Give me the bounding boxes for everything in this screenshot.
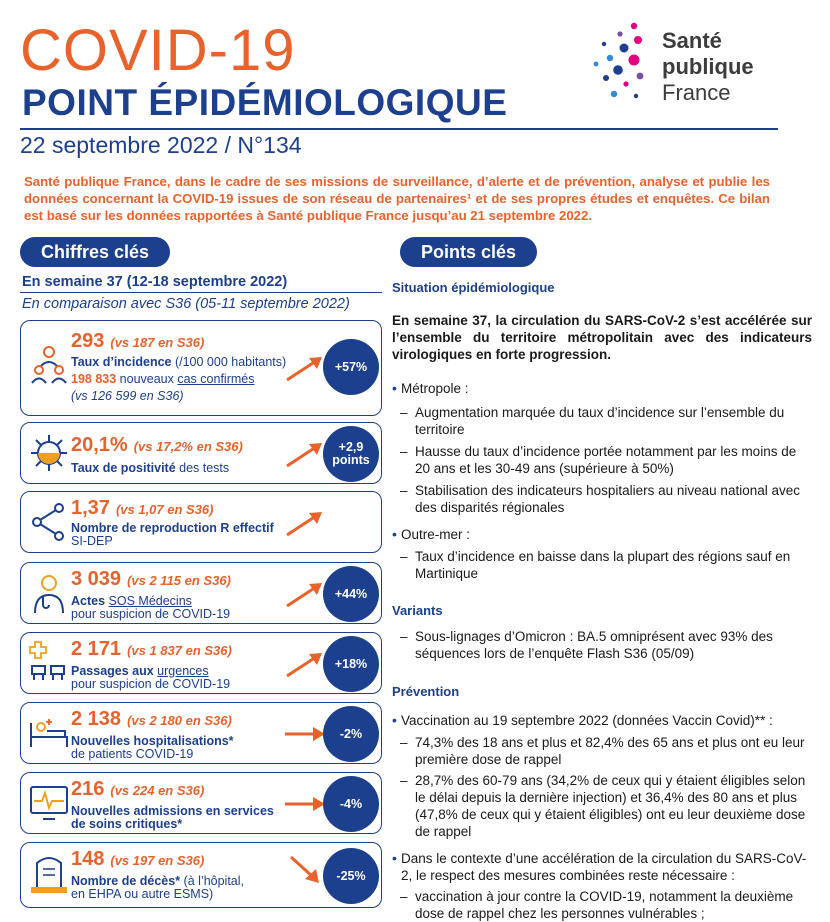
trend-flat-arrow-icon xyxy=(283,789,327,819)
incidence-comparison: (vs 187 en S36) xyxy=(110,335,205,350)
hospitalisations-change-badge: -2% xyxy=(323,706,379,762)
section-prevention: Prévention xyxy=(392,684,460,699)
hospitalisations-comparison: (vs 2 180 en S36) xyxy=(127,713,232,728)
sos-change-badge: +44% xyxy=(323,566,379,622)
emergency-value: 2 171 xyxy=(71,638,122,660)
spf-logo xyxy=(590,18,780,108)
incidence-value: 293 xyxy=(71,330,105,352)
confirmed-cases-link[interactable]: cas confirmés xyxy=(177,372,255,386)
section-variants: Variants xyxy=(392,603,443,618)
dash-item: – Augmentation marquée du taux d’incidence sur l’ensemble du territoire xyxy=(400,404,812,438)
logo-line-2: publique xyxy=(662,54,754,79)
emergency-comparison: (vs 1 837 en S36) xyxy=(127,643,232,658)
logo-line-3: France xyxy=(662,80,731,105)
trend-up-arrow-icon xyxy=(283,439,327,469)
hospitalisations-label-detail: de patients COVID-19 xyxy=(71,747,194,761)
card-reproduction xyxy=(20,491,382,553)
r-source: SI-DEP xyxy=(71,534,113,548)
critical-care-comparison: (vs 224 en S36) xyxy=(110,783,205,798)
critical-care-change-badge: -4% xyxy=(323,776,379,832)
r-comparison: (vs 1,07 en S36) xyxy=(115,502,214,517)
card-incidence: 293 (vs 187 en S36) Taux d’incidence (/100 000 habitants) 198 833 nouveaux cas confirmés (vs 126 599 en S36) +57% xyxy=(20,320,382,416)
positivity-change-badge: +2,9 points xyxy=(323,426,379,482)
r-label: Nombre de reproduction R effectif xyxy=(71,521,274,535)
deaths-value: 148 xyxy=(71,848,105,870)
trend-down-arrow-icon xyxy=(283,855,327,885)
card-emergency: 2 171 (vs 1 837 en S36) Passages aux urgences pour suspicion de COVID-19 +18% xyxy=(20,632,382,694)
summary-paragraph: En semaine 37, la circulation du SARS-CoV-2 s’est accélérée sur l’ensemble du territoire métropolitain avec des indicateurs virologiques en forte progression. xyxy=(392,313,812,362)
hospitalisations-label: Nouvelles hospitalisations* xyxy=(71,734,234,748)
trend-up-arrow-icon xyxy=(283,508,327,538)
r-value: 1,37 xyxy=(71,497,110,519)
people-icon xyxy=(29,343,69,383)
critical-care-value: 216 xyxy=(71,778,105,800)
dash-item: – 28,7% des 60-79 ans (34,2% de ceux qui y étaient éligibles selon le délai depuis la dernière injection) et 36,4% des 80 ans et plus (47,8% de ceux qui y étaient éligibles) ont eu leur deuxième dose de rappel xyxy=(400,772,812,840)
emergency-change-badge: +18% xyxy=(323,636,379,692)
monitor-icon xyxy=(29,783,69,823)
header-divider xyxy=(20,128,778,130)
week-label: En semaine 37 (12-18 septembre 2022) xyxy=(22,274,288,290)
trend-up-arrow-icon xyxy=(283,353,327,383)
card-hospitalisations xyxy=(20,702,382,764)
sos-value: 3 039 xyxy=(71,568,122,590)
urgences-link[interactable]: urgences xyxy=(157,664,209,678)
card-positivity: 20,1% (vs 17,2% en S36) Taux de positivité des tests +2,9 points xyxy=(20,422,382,484)
network-icon xyxy=(29,502,69,542)
virus-icon xyxy=(29,433,69,473)
card-sos-medecins: 3 039 (vs 2 115 en S36) Actes SOS Médecins pour suspicion de COVID-19 +44% xyxy=(20,562,382,624)
dash-item: – Hausse du taux d’incidence portée notamment par les moins de 20 ans et les 30-49 ans (supérieure à 50%) xyxy=(400,443,812,477)
sos-medecins-link[interactable]: SOS Médecins xyxy=(108,594,192,608)
issue-date: 22 septembre 2022 / N°134 xyxy=(20,132,302,158)
deaths-label: Nombre de décès* xyxy=(71,874,181,888)
incidence-change-badge: +57% xyxy=(323,339,379,395)
confirmed-cases-count: 198 833 xyxy=(71,372,117,386)
dash-item: – Sous-lignages d’Omicron : BA.5 omniprésent avec 93% des séquences lors de l’enquête Flash S36 (05/09) xyxy=(400,628,812,662)
positivity-label: Taux de positivité xyxy=(71,461,176,475)
bullet-outre-mer: • Outre-mer : xyxy=(392,526,812,543)
deaths-change-badge: -25% xyxy=(323,848,379,904)
intro-paragraph: Santé publique France, dans le cadre de ses missions de surveillance, d’alerte et de prévention, analyse et publie les données concernant la COVID-19 issues de son réseau de partenaires¹ et de ses propres études et enquêtes. Ce bilan est basé sur les données rapportées à Santé publique France jusqu’au 21 septembre 2022. xyxy=(24,174,770,223)
dash-item: – vaccination à jour contre la COVID-19, notamment la deuxième dose de rappel chez les personnes vulnérables ; xyxy=(400,888,812,922)
dash-item: – 74,3% des 18 ans et plus et 82,4% des 65 ans et plus ont eu leur première dose de rappel xyxy=(400,734,812,768)
week-divider xyxy=(20,292,382,293)
hospitalisations-value: 2 138 xyxy=(71,708,122,730)
trend-up-arrow-icon xyxy=(283,649,327,679)
report-title: COVID-19 xyxy=(20,18,296,83)
report-subtitle: POINT ÉPIDÉMIOLOGIQUE xyxy=(22,82,508,123)
trend-up-arrow-icon xyxy=(283,579,327,609)
dash-item: – Stabilisation des indicateurs hospitaliers au niveau national avec des disparités régionales xyxy=(400,482,812,516)
sos-comparison: (vs 2 115 en S36) xyxy=(127,573,231,588)
card-deaths: 148 (vs 197 en S36) Nombre de décès* (à l’hôpital, en EHPA ou autre ESMS) -25% xyxy=(20,842,382,908)
bullet-measures: • Dans le contexte d’une accélération de la circulation du SARS-CoV-2, le respect des mesures combinées reste nécessaire : xyxy=(392,850,812,884)
sos-label-detail: pour suspicion de COVID-19 xyxy=(71,607,231,621)
trend-flat-arrow-icon xyxy=(283,719,327,749)
logo-dots-icon xyxy=(590,18,650,108)
critical-care-label-detail: de soins critiques* xyxy=(71,817,183,831)
critical-care-label: Nouvelles admissions en services xyxy=(71,804,274,818)
dash-item: – Taux d’incidence en baisse dans la plupart des régions sauf en Martinique xyxy=(400,548,812,582)
comparison-label: En comparaison avec S36 (05-11 septembre 2022) xyxy=(22,296,350,312)
positivity-comparison: (vs 17,2% en S36) xyxy=(133,439,243,454)
key-figures-heading: Chiffres clés xyxy=(20,237,170,267)
card-critical-care xyxy=(20,772,382,834)
bullet-metropole: • Métropole : xyxy=(392,380,812,397)
logo-line-1: Santé xyxy=(662,28,722,53)
incidence-label: Taux d’incidence xyxy=(71,355,172,369)
positivity-value: 20,1% xyxy=(71,434,128,456)
deaths-label-detail: en EHPA ou autre ESMS) xyxy=(71,887,214,901)
emergency-icon xyxy=(29,641,69,681)
deaths-comparison: (vs 197 en S36) xyxy=(110,853,205,868)
doctor-icon xyxy=(29,573,69,613)
confirmed-cases-comparison: (vs 126 599 en S36) xyxy=(71,389,184,403)
key-points-heading: Points clés xyxy=(400,237,537,267)
tombstone-icon xyxy=(29,855,69,895)
bullet-vaccination: • Vaccination au 19 septembre 2022 (données Vaccin Covid)** : xyxy=(392,712,812,729)
emergency-label-detail: pour suspicion de COVID-19 xyxy=(71,677,231,691)
section-epidemiology: Situation épidémiologique xyxy=(392,280,555,295)
hospital-bed-icon xyxy=(29,713,69,753)
